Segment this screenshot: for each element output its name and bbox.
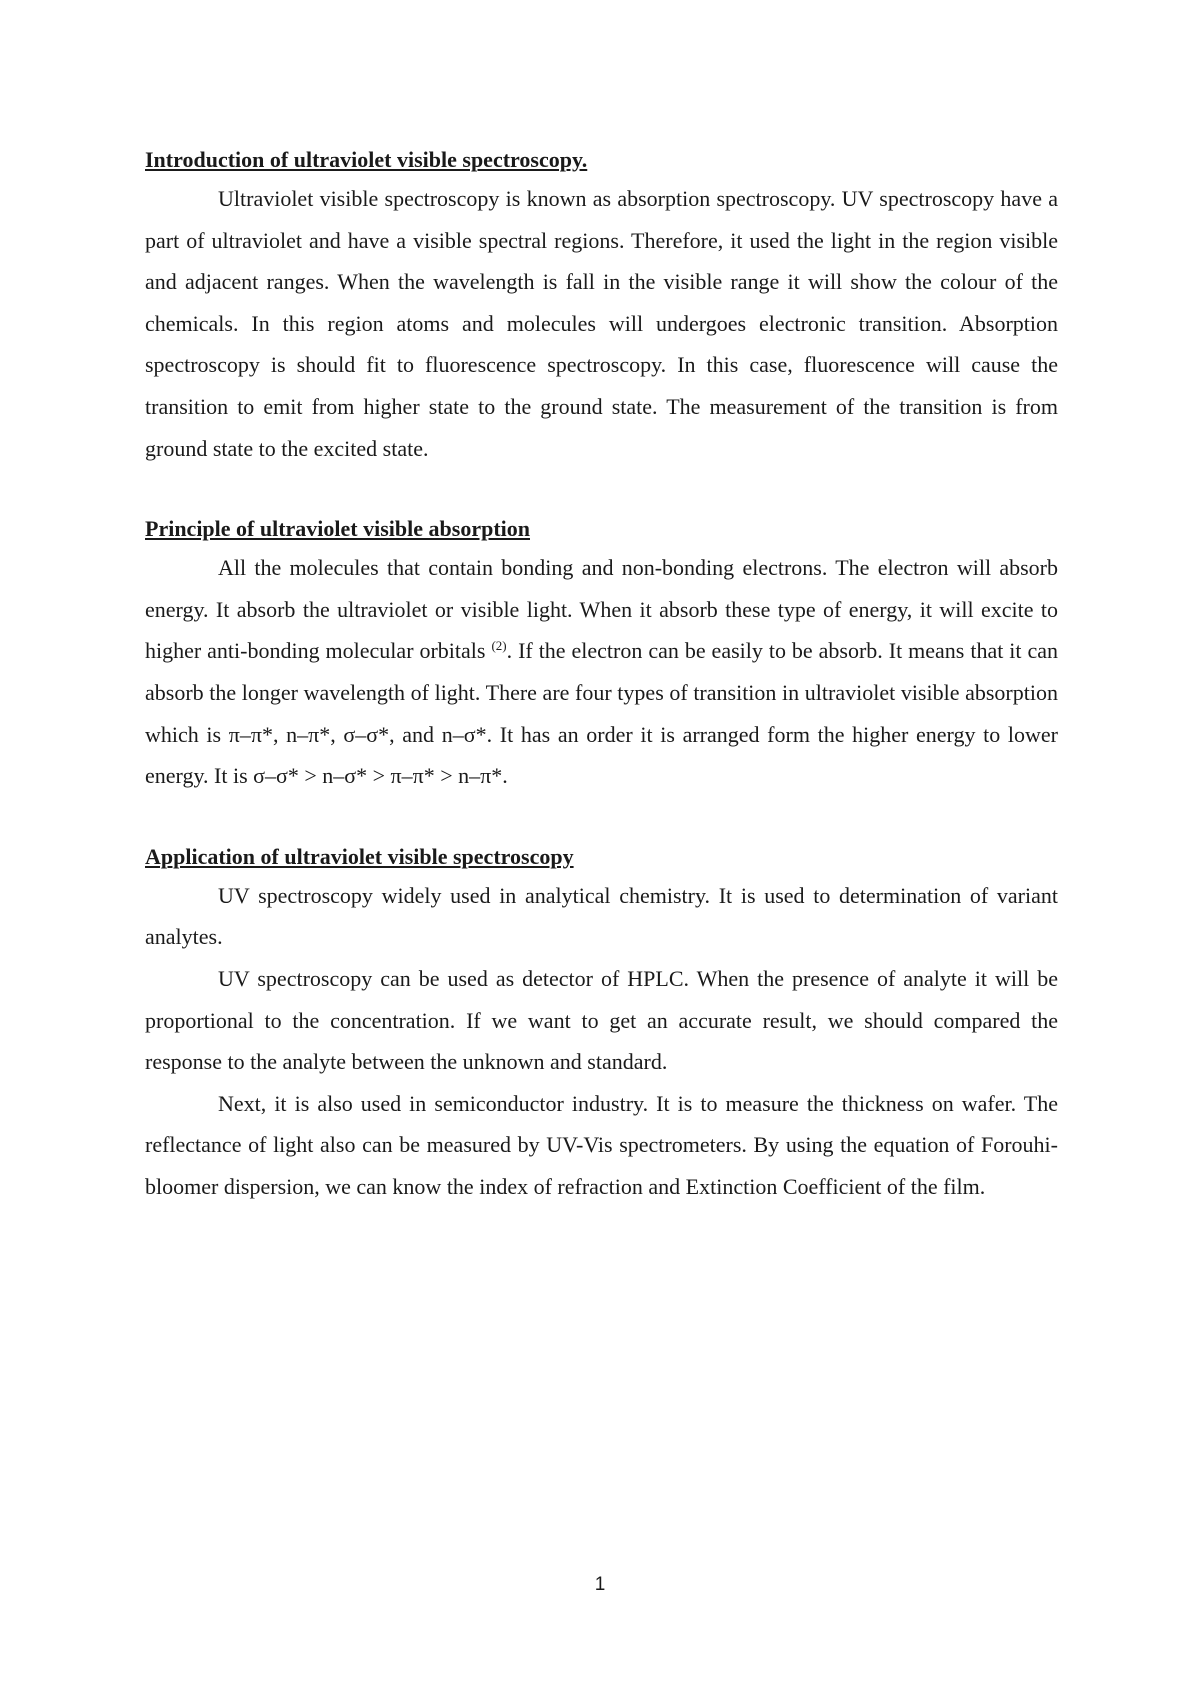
paragraph: UV spectroscopy can be used as detector of HPLC. When the presence of analyte it will be proportional to the concentration. If we want to get an accurate result, we should compared the response to the analyte between the unknown and standard. (145, 965, 1058, 1075)
paragraph-text: All the molecules that contain bonding and non-bonding electrons. The electron will absorb energy. It absorb the ultraviolet or visible light. When it absorb these type of energy, it will excite to higher anti-bonding molecular orbitals (145, 555, 1058, 664)
section-application (145, 839, 1058, 1208)
section-heading-principle: Principle of ultraviolet visible absorption (145, 516, 530, 542)
paragraph: UV spectroscopy widely used in analytical chemistry. It is used to determination of variant analytes. (145, 882, 1058, 950)
paragraph: Next, it is also used in semiconductor industry. It is to measure the thickness on wafer. The reflectance of light also can be measured by UV-Vis spectrometers. By using the equation of Forouhi-bloomer dispersion, we can know the index of refraction and Extinction Coefficient of the film. (145, 1090, 1058, 1199)
page-number: 1 (594, 1574, 606, 1595)
paragraph-text: . If the electron can be easily to be absorb. It means that it can absorb the longer wavelength of light. There are four types of transition in ultraviolet visible absorption which is π–π*, n–π*, σ–σ*, and n–σ*. It has an order it is arranged form the higher energy to lower energy. It is σ–σ* > n–σ* > π–π* > n–π*. (145, 638, 1058, 789)
reference-superscript: (2) (491, 638, 507, 654)
section-principle (145, 511, 1058, 797)
paragraph-with-reference (145, 547, 1058, 797)
section-introduction (145, 142, 1058, 469)
page-content (145, 142, 1058, 1207)
paragraph: Ultraviolet visible spectroscopy is known as absorption spectroscopy. UV spectroscopy have a part of ultraviolet and have a visible spectral regions. Therefore, it used the light in the region visible and adjacent ranges. When the wavelength is fall in the visible range it will show the colour of the chemicals. In this region atoms and molecules will undergoes electronic transition. Absorption spectroscopy is should fit to fluorescence spectroscopy. In this case, fluorescence will cause the transition to emit from higher state to the ground state. The measurement of the transition is from ground state to the excited state. (145, 186, 1058, 461)
section-heading-introduction: Introduction of ultraviolet visible spectroscopy. (145, 147, 588, 172)
section-heading-application: Application of ultraviolet visible spectroscopy (145, 843, 574, 869)
